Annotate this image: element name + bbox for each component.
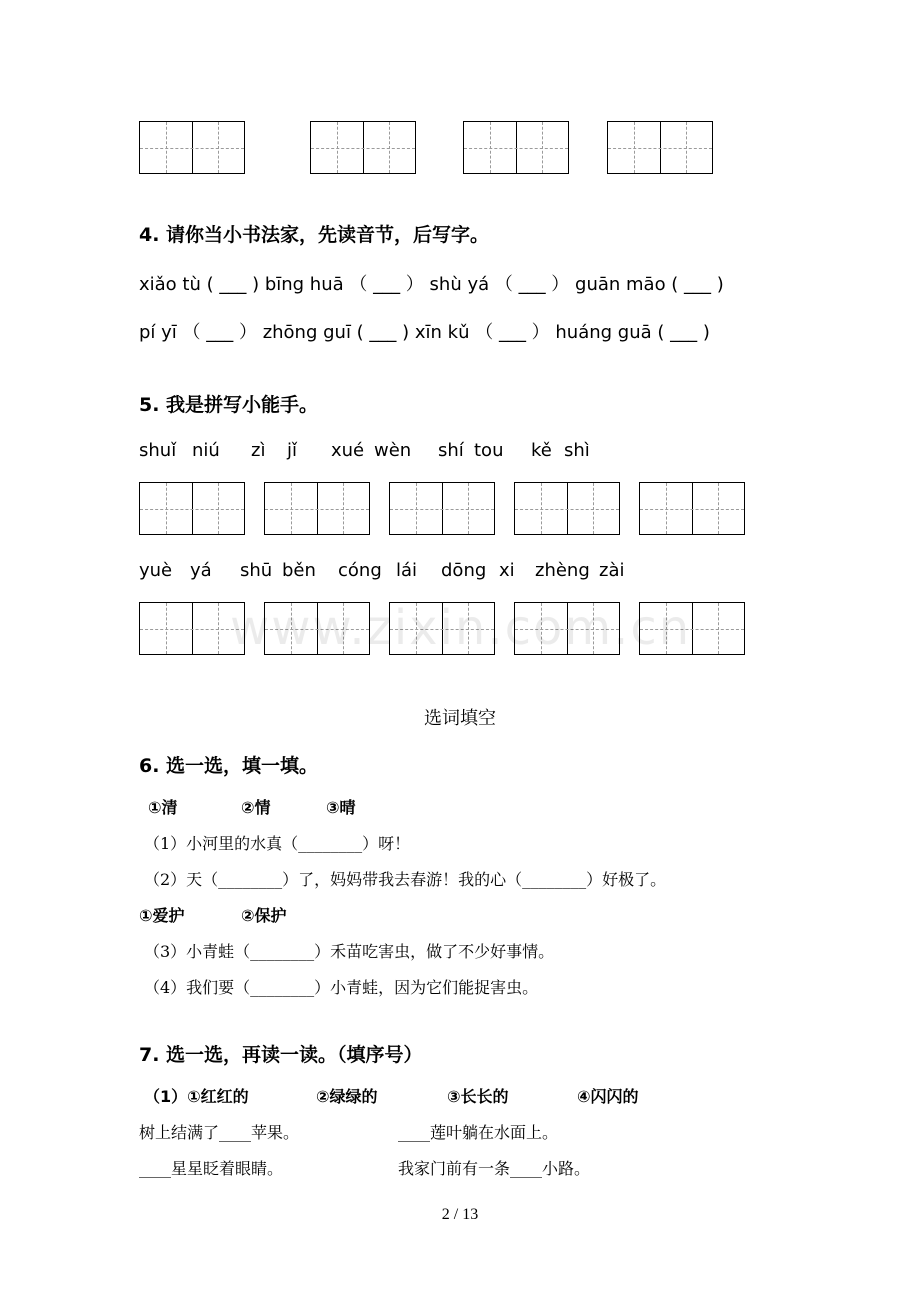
option: ③长长的 xyxy=(447,1087,509,1106)
option: ①爱护 xyxy=(139,906,185,925)
pinyin-syllable: zhèng xyxy=(535,560,590,581)
pinyin-syllable: tou xyxy=(474,440,504,461)
option: ③晴 xyxy=(326,798,356,817)
pinyin-syllable: cóng xyxy=(338,560,382,581)
option: ②保护 xyxy=(241,906,287,925)
option: ④闪闪的 xyxy=(577,1087,639,1106)
question-4-line-2: pí yī （ ___ ） zhōng guī ( ___ ) xīn kǔ （ ___ ） huáng guā ( ___ ) xyxy=(139,322,710,343)
pinyin-syllable: lái xyxy=(396,560,418,581)
fill-item: ____星星眨着眼睛。 xyxy=(139,1159,284,1178)
writing-grid[interactable] xyxy=(264,482,370,535)
option: ②情 xyxy=(241,798,271,817)
question-7-title: 7. 选一选，再读一读。（填序号） xyxy=(139,1044,423,1066)
watermark: www.zixin.com.cn xyxy=(230,600,692,656)
pinyin-syllable: kě xyxy=(531,440,552,461)
pinyin-syllable: dōng xyxy=(441,560,487,581)
pinyin-syllable: xué xyxy=(331,440,365,461)
question-4-line-1: xiǎo tù ( ___ ) bīng huā （ ___ ） shù yá （ ___ ） guān māo ( ___ ) xyxy=(139,274,724,295)
option: ①清 xyxy=(148,798,178,817)
fill-item: （3）小青蛙（________）禾苗吃害虫，做了不少好事情。 xyxy=(144,942,555,961)
fill-item: （4）我们要（________）小青蛙，因为它们能捉害虫。 xyxy=(144,978,539,997)
pinyin-syllable: xi xyxy=(499,560,515,581)
fill-item: （2）天（________）了，妈妈带我去春游！我的心（________）好极了。 xyxy=(144,870,667,889)
writing-grid[interactable] xyxy=(607,121,713,174)
pinyin-syllable: yuè xyxy=(139,560,173,581)
writing-grid[interactable] xyxy=(389,482,495,535)
option: （1）①红红的 xyxy=(144,1087,249,1106)
fill-item: （1）小河里的水真（________）呀！ xyxy=(144,834,411,853)
fill-item: 我家门前有一条____小路。 xyxy=(398,1159,591,1178)
pinyin-syllable: yá xyxy=(190,560,212,581)
writing-grid[interactable] xyxy=(310,121,416,174)
pinyin-syllable: wèn xyxy=(374,440,412,461)
writing-grid[interactable] xyxy=(139,482,245,535)
pinyin-syllable: zài xyxy=(599,560,625,581)
pinyin-syllable: niú xyxy=(192,440,220,461)
question-6-title: 6. 选一选，填一填。 xyxy=(139,755,319,777)
pinyin-syllable: shì xyxy=(564,440,590,461)
fill-item: 树上结满了____苹果。 xyxy=(139,1123,300,1142)
pinyin-syllable: shū xyxy=(240,560,273,581)
writing-grid[interactable] xyxy=(463,121,569,174)
question-5-title: 5. 我是拼写小能手。 xyxy=(139,394,319,416)
section-title: 选词填空 xyxy=(424,708,496,729)
pinyin-syllable: shuǐ xyxy=(139,440,177,461)
pinyin-syllable: zì xyxy=(251,440,266,461)
page-number: 2 / 13 xyxy=(441,1206,479,1223)
writing-grid[interactable] xyxy=(639,482,745,535)
pinyin-syllable: shí xyxy=(438,440,464,461)
fill-item: ____莲叶躺在水面上。 xyxy=(398,1123,559,1142)
option: ②绿绿的 xyxy=(316,1087,378,1106)
question-4-title: 4. 请你当小书法家，先读音节，后写字。 xyxy=(139,224,490,246)
writing-grid[interactable] xyxy=(514,482,620,535)
pinyin-syllable: jǐ xyxy=(287,440,298,461)
writing-grid[interactable] xyxy=(139,121,245,174)
pinyin-syllable: běn xyxy=(282,560,316,581)
